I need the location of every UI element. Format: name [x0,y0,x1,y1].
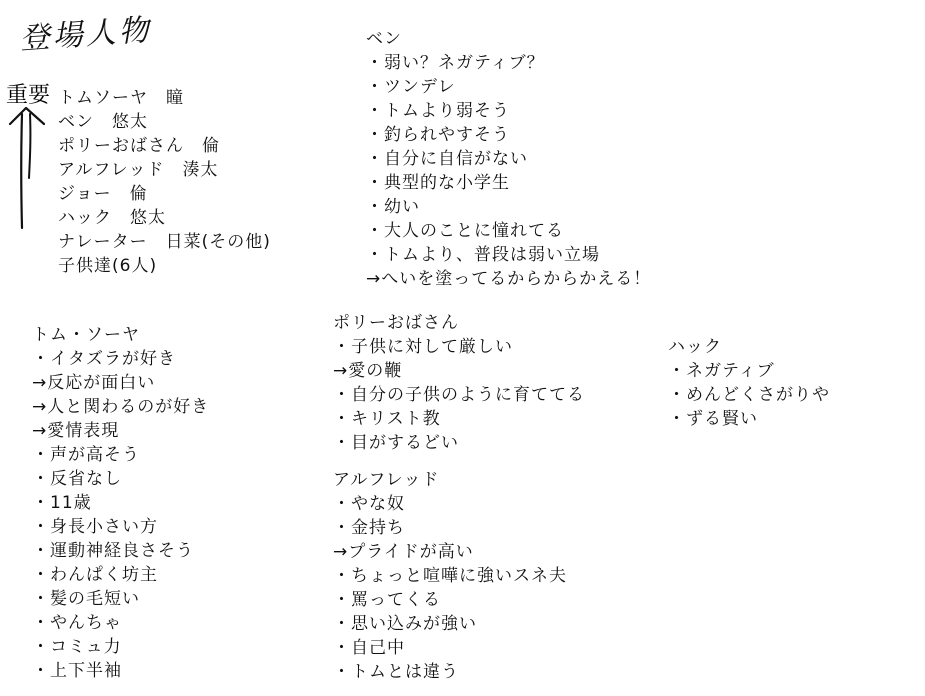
cast-item: ハック 悠太 [58,208,166,228]
tom-trait: ・髪の毛短い [32,589,140,609]
ben-trait: ・幼い [366,197,420,217]
cast-item: ポリーおばさん 倫 [58,136,220,156]
ben-trait: ・典型的な小学生 [366,173,510,193]
tom-trait: ・イタズラが好き [32,349,176,369]
tom-trait: ・身長小さい方 [32,517,158,537]
ben-section [366,27,651,291]
polly-trait: ・子供に対して厳しい [333,337,513,357]
ben-heading: ベン [366,29,402,49]
alfred-trait: →プライドが高い [333,542,474,562]
polly-trait: →愛の鞭 [333,361,403,381]
ben-trait: ・大人のことに憧れてる [366,221,564,241]
huck-heading: ハック [668,337,722,357]
tom-section [32,323,209,683]
ben-trait: ・トムより弱そう [366,101,510,121]
alfred-trait: ・罵ってくる [333,590,441,610]
tom-trait: ・わんぱく坊主 [32,565,158,585]
alfred-trait: ・思い込みが強い [333,614,477,634]
tom-trait: ・上下半袖 [32,661,122,681]
cast-item: アルフレッド 湊太 [58,160,219,180]
tom-trait: →人と関わるのが好き [32,397,210,417]
tom-trait: ・コミュ力 [32,637,122,657]
polly-trait: ・キリスト教 [333,409,441,429]
alfred-heading: アルフレッド [333,470,440,490]
polly-trait: ・自分の子供のように育ててる [333,385,585,405]
ben-trait: ・釣られやすそう [366,125,510,145]
huck-trait: ・ネガティブ [668,361,775,381]
importance-label: 重要 [6,83,50,108]
ben-trait: ・ツンデレ [366,77,456,97]
alfred-trait: ・やな奴 [333,494,405,514]
alfred-trait: ・ちょっと喧嘩に強いスネ夫 [333,566,567,586]
ben-trait: →へいを塗ってるからからかえる！ [366,269,652,289]
tom-trait: ・反省なし [32,469,122,489]
tom-trait: →愛情表現 [32,421,120,441]
ben-trait: ・トムより、普段は弱い立場 [366,245,600,265]
alfred-trait: ・金持ち [333,518,405,538]
ben-trait: ・自分に自信がない [366,149,528,169]
tom-trait: ・やんちゃ [32,613,122,633]
alfred-section [333,468,567,684]
polly-heading: ポリーおばさん [333,313,459,333]
huck-trait: ・ずる賢い [668,409,758,429]
tom-trait: ・声が高そう [32,445,140,465]
cast-item: ベン 悠太 [58,112,148,132]
ben-trait: ・弱い？ネガティブ？ [366,53,545,73]
cast-item: 子供達(6人) [58,256,158,276]
huck-section [668,335,830,431]
polly-section [333,311,585,455]
page-title: 登場人物 [18,12,153,57]
cast-item: ナレーター 日菜(その他) [58,232,271,252]
polly-trait: ・目がするどい [333,433,459,453]
tom-heading: トム・ソーヤ [32,325,140,345]
tom-trait: ・運動神経良さそう [32,541,194,561]
alfred-trait: ・自己中 [333,638,405,658]
importance-arrow-icon [4,78,50,238]
tom-trait: →反応が面白い [32,373,156,393]
huck-trait: ・めんどくさがりや [668,385,830,405]
alfred-trait: ・トムとは違う [333,662,459,682]
cast-list [58,86,271,278]
cast-item: トムソーヤ 瞳 [58,88,184,108]
cast-item: ジョー 倫 [58,184,148,204]
tom-trait: ・11歳 [32,493,92,513]
